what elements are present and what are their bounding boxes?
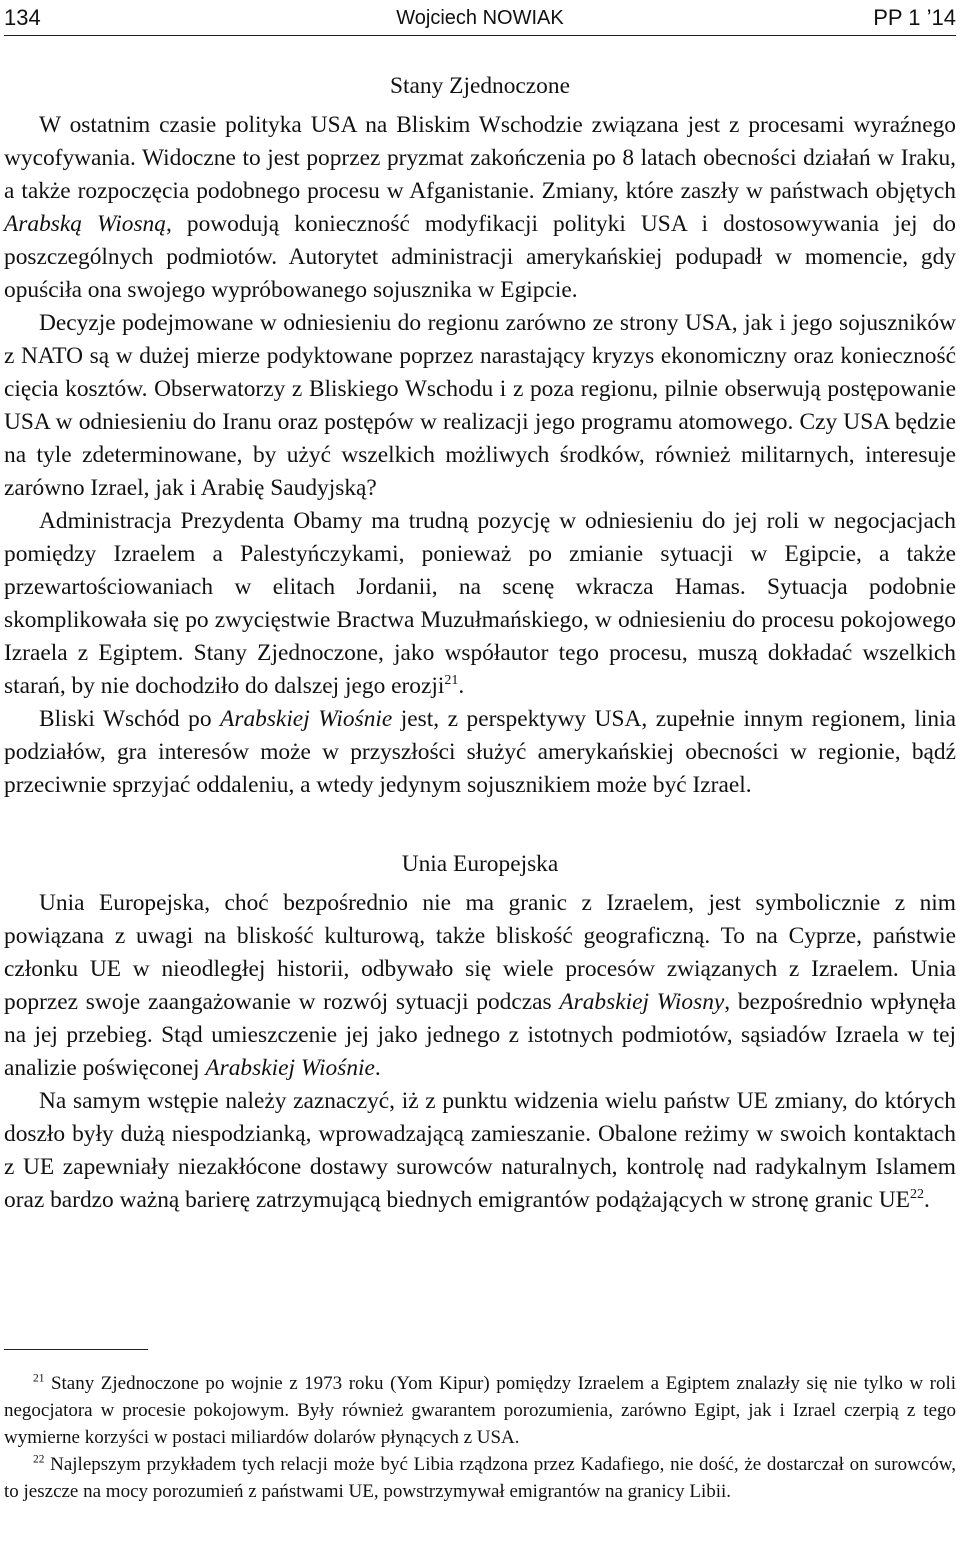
footnotes bbox=[4, 1370, 956, 1505]
paragraph-eu-2 bbox=[4, 1085, 956, 1217]
article-body bbox=[4, 70, 956, 1217]
footnote-22-number: 22 bbox=[33, 1453, 45, 1466]
text-run: Na samym wstępie należy zaznaczyć, iż z punktu widzenia wielu państw UE zmiany, do których doszło były dużą niespodzianką, wprowadzającą zamieszanie. Obalone reżimy w swoich kontaktach z UE zapewniały niezakłócone dostawy surowców naturalnych, kontrolę nad radykalnym Islamem oraz bardzo ważną barierę zatrzymującą biednych emigrantów podążających w stronę granic UE bbox=[4, 1088, 956, 1213]
footnote-22-text: Najlepszym przykładem tych relacji może być Libia rządzona przez Kadafiego, nie dość, że dostarczał on surowców, to jeszcze na mocy porozumień z państwami UE, powstrzymywał emigrantów na granicy Libii. bbox=[4, 1454, 956, 1502]
text-run: Administracja Prezydenta Obamy ma trudną pozycję w odniesieniu do jej roli w negocjacjach pomiędzy Izraelem a Palestyńczykami, ponieważ po zmianie sytuacji w Egipcie, a także przewartościowaniach w elitach Jordanii, na scenę wkracza Hamas. Sytuacja podobnie skomplikowała się po zwycięstwie Bractwa Muzułmańskiego, w odniesieniu do procesu pokojowego Izraela z Egiptem. Stany Zjednoczone, jako współautor tego procesu, muszą dokładać wszelkich starań, by nie dochodziło do dalszej jego erozji bbox=[4, 508, 956, 699]
header-divider bbox=[4, 35, 956, 36]
section-title-eu: Unia Europejska bbox=[401, 851, 559, 877]
text-run: Unia Europejska, choć bezpośrednio nie ma granic z Izraelem, jest symbolicznie z nim powiązana z uwagi na bliskość kulturową, także bliskość geograficzną. To na Cyprze, państwie członku UE w nieodległej historii, odbywało się wiele procesów związanych z Izraelem. Unia poprzez swoje zaangażowanie w rozwój sytuacji podczas bbox=[4, 890, 956, 1015]
running-header bbox=[4, 4, 956, 34]
italic-term: Arabskiej Wiosny bbox=[559, 989, 725, 1015]
footnote-21-number: 21 bbox=[33, 1372, 45, 1385]
text-run: , bezpośrednio wpłynęła na jej przebieg. Stąd umieszczenie jej jako jednego z istotnych podmiotów, sąsiadów Izraela w tej analizie poświęconej bbox=[4, 989, 956, 1081]
footnote-divider bbox=[4, 1349, 148, 1350]
section-title-usa: Stany Zjednoczone bbox=[390, 73, 570, 99]
paragraph-usa-1 bbox=[4, 109, 956, 307]
text-run: W ostatnim czasie polityka USA na Bliskim Wschodzie związana jest z procesami wyraźnego wycofywania. Widoczne to jest poprzez pryzmat zakończenia po 8 latach obecności działań w Iraku, a także rozpoczęcia podobnego procesu w Afganistanie. Zmiany, które zaszły w państwach objętych bbox=[4, 112, 956, 204]
text-run: jest, z perspektywy USA, zupełnie innym regionem, linia podziałów, gra interesów może w przyszłości służyć amerykańskiej obecności w regionie, bądź przeciwnie sprzyjać oddaleniu, a wtedy jedynym sojusznikiem może być Izrael. bbox=[4, 706, 956, 798]
text-run: Decyzje podejmowane w odniesieniu do regionu zarówno ze strony USA, jak i jego sojuszników z NATO są w dużej mierze podyktowane poprzez narastający kryzys ekonomiczny oraz konieczność cięcia kosztów. Obserwatorzy z Bliskiego Wschodu i z poza regionu, pilnie obserwują postępowanie USA w odniesieniu do Iranu oraz postępów w realizacji jego programu atomowego. Czy USA będzie na tyle zdeterminowane, by użyć wszelkich możliwych środków, również militarnych, interesuje zarówno Izrael, jak i Arabię Saudyjską? bbox=[4, 310, 956, 501]
italic-term: Arabskiej Wiośnie bbox=[205, 1055, 375, 1081]
text-run: , powodują konieczność modyfikacji polityki USA i dostosowywania jej do poszczególnych podmiotów. Autorytet administracji amerykańskiej podupadł w momencie, gdy opuściła ona swojego wypróbowanego sojusznika w Egipcie. bbox=[4, 211, 956, 303]
text-run: . bbox=[923, 1187, 930, 1213]
header-journal: PP 1 ’14 bbox=[873, 5, 956, 30]
paragraph-eu-1 bbox=[4, 887, 956, 1085]
text-run: Bliski Wschód po bbox=[39, 706, 221, 732]
page-number: 134 bbox=[4, 5, 41, 30]
footnote-21 bbox=[4, 1370, 956, 1451]
text-run: . bbox=[374, 1055, 381, 1081]
italic-term: Arabskiej Wiośnie bbox=[220, 706, 393, 732]
paragraph-usa-3 bbox=[4, 505, 956, 703]
footnote-ref: 21 bbox=[444, 672, 459, 689]
header-author: Wojciech NOWIAK bbox=[396, 7, 564, 29]
paragraph-usa-4 bbox=[4, 703, 956, 802]
footnote-ref: 22 bbox=[909, 1186, 924, 1203]
footnote-21-text: Stany Zjednoczone po wojnie z 1973 roku (Yom Kipur) pomiędzy Izraelem a Egiptem znalazły się nie tylko w roli negocjatora w procesie pokojowym. Były również gwarantem porozumienia, zarówno Egipt, jak i Izrael czerpią z tego wymierne korzyści w postaci miliardów dolarów płynących z USA. bbox=[4, 1373, 956, 1448]
paragraph-usa-2 bbox=[4, 307, 956, 505]
italic-term: Arabską Wiosną bbox=[4, 211, 166, 237]
footnote-22 bbox=[4, 1451, 956, 1505]
text-run: . bbox=[458, 673, 465, 699]
